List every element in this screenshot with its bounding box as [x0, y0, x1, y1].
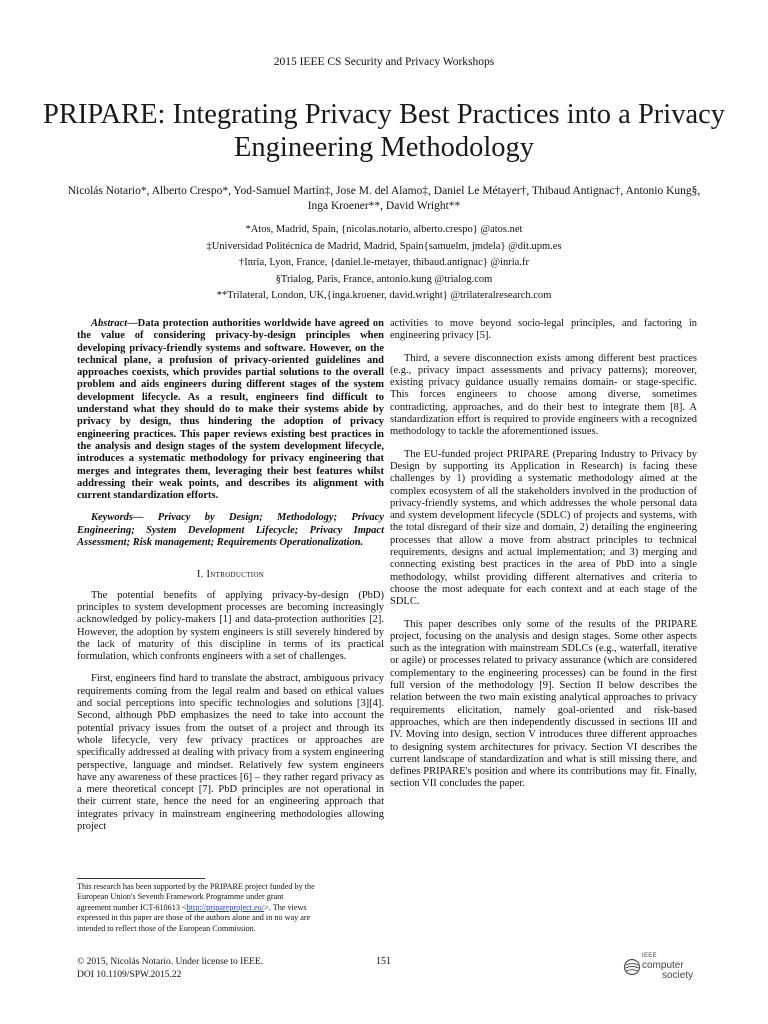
affiliation-trilateral: **Trilateral, London, UK,{inga.kroener, david.wright} @trilateralresearch.com — [216, 290, 552, 301]
page-number: 151 — [376, 956, 391, 967]
affiliation-upm: ‡Universidad Politécnica de Madrid, Madrid, Spain{samuelm, jmdela} @dit.upm.es — [206, 240, 562, 252]
author-list: Nicolás Notario*, Alberto Crespo*, Yod-Samuel Martín‡, Jose M. del Alamo‡, Daniel Le Métayer†, Thibaud Antignac†, Antonio Kung§, Inga Kroener**, David Wright** — [67, 185, 701, 212]
body-paragraph: Third, a severe disconnection exists among different best practices (e.g., privacy impact assessments and privacy patterns); moreover, existing privacy guidance usually remains domain- or stage-specific. This forces engineers to choose among diverse, sometimes contradicting, approaches, and do their best to integrate them [8]. A standardization effort is required to provide engineers with a recognized methodology to tackle the aforementioned issues. — [390, 352, 697, 438]
logo-ieee: IEEE — [642, 953, 657, 959]
body-paragraph: First, engineers find hard to translate the abstract, ambiguous privacy requirements coming from the legal realm and based on ethical values and social perceptions into specific technologies and solutions [3][4]. Second, although PbD emphasizes the need to take into account the potential privacy issues from the outset of a project and through its whole lifecycle, very few privacy practices or approaches are specifically addressed at dealing with privacy from a system engineering perspective, language and mindset. Relatively few system engineers have any awareness of these practices [6] – they rather regard privacy as a mere theoretical concept [7]. PbD principles are not operational in their current state, hence the need for an engineering approach that integrates privacy in mainstream engineering methodologies allowing project — [77, 673, 384, 832]
ieee-computer-society-logo — [623, 951, 703, 979]
body-paragraph: The EU-funded project PRIPARE (Preparing Industry to Privacy by Design by supporting its Application in Research) is facing these challenges by 1) providing a systematic methodology aimed at the complex ecosystem of all the stakeholders involved in the production of privacy-friendly systems, and which addresses the whole personal data and system development lifecycle (SDLC) of projects and systems, with the total disregard of their size and domain, 2) detailing the engineering processes that allow a move from abstract principles to technical requirements, designs and actual implementation; and 3) merging and connecting existing best practices in the area of PbD into a single methodology, whilst providing different alternatives and criteria to choose the most adequate for each context and at each stage of the SDLC. — [390, 448, 697, 608]
left-column — [77, 318, 384, 843]
section-title: Introduction — [206, 569, 265, 581]
abstract-label: Abstract — [91, 318, 128, 329]
paper-title: PRIPARE: Integrating Privacy Best Practices into a Privacy Engineering Methodology — [42, 99, 726, 163]
affiliation-inria: †Inria, Lyon, France, {daniel.le-metayer, thibaud.antignac} @inria.fr — [239, 257, 529, 268]
body-paragraph: This paper describes only some of the results of the PRIPARE project, focusing on the analysis and design stages. Some other aspects such as the integration with mainstream SDLCs (e.g., waterfall, iterative or agile) or processes related to privacy assurance (which are considered complementary to the engineering processes) can be found in the first full version of the methodology [9]. Section II below describes the relation between the two main existing analytical approaches to privacy requirements elicitation, namely goal-oriented and risk-based approaches, which are then independently discussed in sections III and IV. Moving into design, section V introduces three different approaches to designing system architectures for privacy. Section VI describes the current landscape of standardization and what is still missing there, and defines PRIPARE's position and where its contributions may fit. Finally, section VII concludes the paper. — [390, 618, 697, 790]
body-paragraph: The potential benefits of applying privacy-by-design (PbD) principles to system development processes are becoming increasingly acknowledged by policy-makers [1] and data-protection authorities [2]. However, the adoption by system engineers is still severely hindered by the lack of maturity of this discipline in terms of its practical formulation, which confronts engineers with a set of challenges. — [77, 589, 384, 663]
ieee-cs-logo-icon — [623, 958, 641, 976]
affiliation-trialog: §Trialog, Paris, France, antonio.kung @trialog.com — [275, 273, 493, 285]
affiliations — [60, 222, 708, 305]
abstract-dash: — — [127, 318, 138, 329]
project-link[interactable]: http://pripareproject.eu/ — [186, 902, 265, 912]
abstract-text: Data protection authorities worldwide have agreed on the value of considering privacy-by-design principles when developing privacy-friendly systems and software. However, on the technical plane, a profusion of privacy-oriented guidelines and approaches coexists, which provides partial solutions to the overall problem and aids engineers during different stages of the system development lifecycle. As a result, engineers find difficult to understand what they should do to make their systems abide by privacy by design, thus hindering the adoption of privacy engineering practices. This paper reviews existing best practices in the analysis and design stages of the system development lifecycle, introduces a systematic methodology for privacy engineering that merges and integrates them, leveraging their best features whilst addressing their weak points, and describes its alignment with current standardization efforts. — [77, 318, 384, 502]
section-number: I. — [196, 569, 204, 581]
funding-footnote — [77, 882, 317, 934]
copyright-notice: © 2015, Nicolás Notario. Under license to IEEE. — [77, 957, 264, 967]
abstract — [77, 318, 384, 502]
body-paragraph: activities to move beyond socio-legal principles, and factoring in engineering privacy [5]. — [390, 318, 697, 342]
keywords-text: Privacy by Design; Methodology; Privacy Engineering; System Development Lifecycle; Privacy Impact Assessment; Risk management; Requirements Operationalization. — [77, 512, 384, 549]
keywords-label: Keywords— — [91, 512, 144, 524]
affiliation-atos: *Atos, Madrid, Spain, {nicolas.notario, alberto.crespo} @atos.net — [245, 224, 523, 235]
keywords — [77, 512, 384, 549]
footer-info — [77, 956, 263, 982]
footnote-text: This research has been supported by the PRIPARE project funded by the European Union's Seventh Framework Programme under grant agreement number ICT-610613 < — [77, 882, 315, 912]
logo-society: society — [662, 970, 694, 981]
right-column — [390, 318, 697, 801]
doi: DOI 10.1109/SPW.2015.22 — [77, 970, 182, 980]
conference-header: 2015 IEEE CS Security and Privacy Workshops — [273, 56, 495, 68]
logo-computer: computer — [642, 960, 684, 971]
footnote-divider — [77, 878, 205, 879]
footnote-text-end: >. The views expressed in this paper are those of the authors alone and in no way are intended to reflect those of the European Commission. — [77, 902, 311, 933]
section-heading-introduction — [77, 569, 384, 581]
